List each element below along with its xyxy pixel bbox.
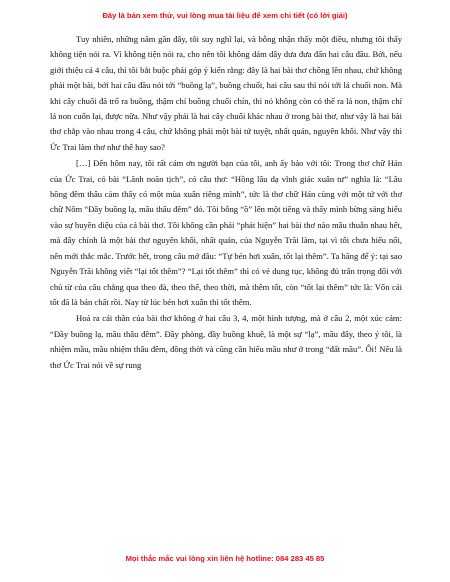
paragraph: Tuy nhiên, những năm gần đây, tôi suy nghĩ lại, và bỗng nhận thấy một điều, nhưng tôi thấy không tiện nói ra. Vì không tiện nói ra, cho nên tôi không dám dây dưa đưa đẩn hai câu đầu. Bởi, nếu giới thiệu cả 4 câu, thì tôi bắt buộc phải góp ý kiến rằng: đây là hai bài thơ chồng lên nhau, chứ không phải một bài, bởi hai câu đầu nói tới “buồng lạ”, buồng chuối, hai câu sau thì nói tới lá chuối non. Mà khi cây chuối đã trổ ra buồng, thậm chí buồng chuối chín, thì nó không còn có thể ra lá non, thậm chí lá non cuốn lại, được nữa. Như vậy phải là hai cây chuối khác nhau ở trong bài thơ, như vậy là hai bài thơ chắp vào nhau trong 4 câu, chứ không phải một bài tứ tuyệt, nhất quán, nguyên khối. Như vậy thì Ức Trai làm thơ như thế hay sao? bbox=[50, 34, 402, 152]
hotline-footer-banner: Mọi thắc mắc vui lòng xin liên hệ hotline: 084 283 45 85 bbox=[125, 554, 325, 563]
paragraph: Hoá ra cái thần của bài thơ không ở hai câu 3, 4, một hình tượng, mà ở câu 2, một xúc cảm: “Đầy buồng lạ, mầu thâu đêm”. Đầy phòng, đầy buồng khuê, là một sự “lạ”, mầu đây, theo ý tôi, là nhiệm mầu, mầu nhiệm thâu đêm, đồng thời và cũng cần hiểu mầu như ở trong “đất mầu”. Ôi! Nếu là thơ Ức Trai nói về sự rung bbox=[50, 313, 402, 370]
paragraph: […] Đến hôm nay, tôi rất cảm ơn người bạn của tôi, anh ấy bảo với tôi: Trong thơ chữ Hán của Ức Trai, có bài “Lãnh noãn tịch”, có câu thơ: “Hồng lâu dạ vĩnh giác xuân tư” nghĩa là: “Lầu hồng đêm thâu cảm thấy có một mùa xuân riêng mình”, tức là thơ chữ Hán cùng với một tứ với thơ chữ Nôm “Đầy buồng lạ, mầu thâu đêm” đó. Tôi bỗng “ồ” lên một tiếng và thấy mình bừng sáng hiểu vào sự huyền diệu của cả bài thơ. Tôi không cần phải “phát hiện” hai bài thơ nào mâu thuẫn nhau hết, mà đây chính là một bài thơ nguyên khối, nhất quán, của Nguyễn Trãi làm, tại vì tôi chưa hiểu nổi, nên mới thắc mắc. Trước hết, trong câu mở đầu: “Tự bén hơi xuân, tốt lại thêm”. Ta hãng để ý: tại sao Nguyễn Trãi không viết “lại tốt thêm”? “Lại tốt thêm” thì có vẻ dung tục, không đủ trân trọng đối với chủ từ của câu chẳng qua theo đà, theo thế, theo thời, mà thêm tốt, còn “tốt lại thêm” tức là: Vốn cái tốt đã là bản chất rồi. Nay từ lúc bén hơi xuân thì tốt thêm. bbox=[50, 158, 402, 307]
preview-notice-banner: Đây là bản xem thử, vui lòng mua tài liệu để xem chi tiết (có lời giải) bbox=[102, 11, 348, 20]
document-body bbox=[50, 32, 402, 373]
